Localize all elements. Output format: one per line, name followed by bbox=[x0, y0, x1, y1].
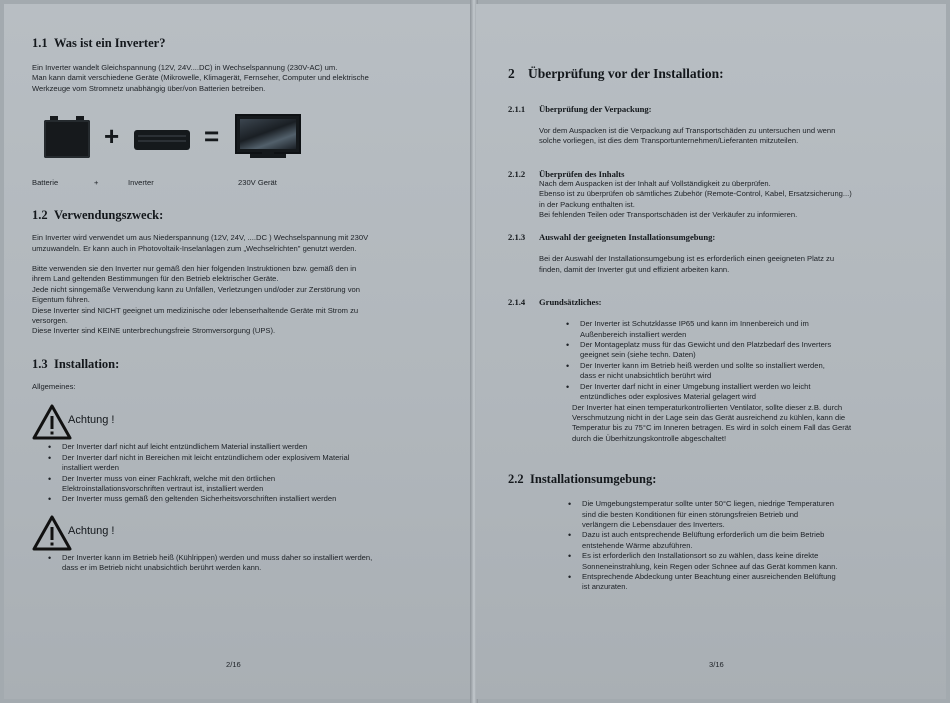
section-1-2-para-1 bbox=[32, 233, 444, 254]
list-item: • Es ist erforderlich den Installationsort so zu wählen, dass keine direkte Sonneneinstrahlung, kein Regen oder Schnee auf das Gerät kommen kann. bbox=[582, 551, 918, 572]
left-page bbox=[4, 4, 472, 699]
section-title: Überprüfen des Inhalts bbox=[539, 168, 625, 179]
section-2-1-1-heading bbox=[508, 104, 918, 114]
text-line: Diese Inverter sind NICHT geeignet um medizinische oder lebenserhaltende Geräte mit Strom zu bbox=[32, 305, 359, 315]
section-number: 2.1.4 bbox=[508, 297, 526, 308]
section-1-1-heading bbox=[32, 36, 444, 51]
section-1-2-para-2 bbox=[32, 264, 444, 337]
section-title: Verwendungszweck: bbox=[54, 208, 164, 223]
inverter-diagram bbox=[32, 112, 444, 174]
list-item: • Der Montageplatz muss für das Gewicht und den Platzbedarf des Inverters geeignet sein (siehe techn. Daten) bbox=[580, 340, 918, 361]
equals-sign: = bbox=[204, 121, 220, 152]
section-2-1-4-heading bbox=[508, 297, 918, 307]
section-2-1-3-text: Bei der Auswahl der Installationsumgebung ist es erforderlich einen geeigneten Platz zu finden, damit der Inverter gut und effizient arbeiten kann. bbox=[539, 254, 835, 274]
section-number: 2.2 bbox=[508, 472, 524, 487]
section-1-1-text bbox=[32, 63, 444, 94]
list-item: • Entsprechende Abdeckung unter Beachtung einer ausreichenden Belüftung ist anzuraten. bbox=[582, 572, 918, 593]
list-item: • Der Inverter darf nicht in einer Umgebung installiert werden wo leicht entzündliches oder explosives Material gelagert wird bbox=[580, 382, 918, 403]
warning-list-1 bbox=[32, 442, 444, 504]
section-2-heading bbox=[508, 66, 918, 82]
section-2-1-2-heading bbox=[508, 169, 918, 179]
section-2-1-1-text: Vor dem Auspacken ist die Verpackung auf Transportschäden zu untersuchen und wenn solche vorliegen, ist dies dem Transportunternehmen/Lieferanten mitzuteilen. bbox=[539, 126, 836, 146]
text-line: versorgen. bbox=[32, 316, 68, 326]
section-title: Was ist ein Inverter? bbox=[54, 36, 166, 50]
warning-triangle-icon bbox=[32, 515, 72, 551]
list-item: • Der Inverter darf nicht in Bereichen mit leicht entzündlichem oder explosivem Material installiert werden bbox=[62, 453, 444, 474]
section-2-1-4-note: Der Inverter hat einen temperaturkontrollierten Ventilator, sollte dieser z.B. durch Verschmutzung nicht in der Lage sein das Gerät ausreichend zu kühlen, kann die Temperatur bis zu 75°C im Inneren betragen. Es wird in solch einem Fall das Gerät durch die Überhitzungskontrolle abgeschaltet! bbox=[572, 402, 852, 443]
section-title: Überprüfung vor der Installation: bbox=[528, 66, 724, 81]
text-line: Bitte verwenden sie den Inverter nur gemäß den hier folgenden Instruktionen bzw. gemäß den in bbox=[32, 264, 357, 274]
list-item: • Der Inverter ist Schutzklasse IP65 und kann im Innenbereich und im Außenbereich installiert werden bbox=[580, 319, 918, 340]
list-item: • Der Inverter muss gemäß den geltenden Sicherheitsvorschriften installiert werden bbox=[62, 494, 444, 504]
page-number: 3/16 bbox=[709, 660, 724, 669]
plus-sign: + bbox=[104, 121, 120, 152]
section-number: 1.2 bbox=[32, 208, 48, 223]
text-line: Werkzeuge vom Stromnetz unabhängig über/von Batterien betreiben. bbox=[32, 83, 266, 93]
text-line: Ein Inverter wandelt Gleichspannung (12V, 24V....DC) in Wechselspannung (230V-AC) um. bbox=[32, 63, 338, 72]
section-2-1-2-text: Nach dem Auspacken ist der Inhalt auf Vollständigkeit zu überprüfen. Ebenso ist zu überprüfen ob sämtliches Zubehör (Remote-Control, Kabel, Ersatzsicherung...) in der Packung enthalten ist. Bei fehlenden Teilen oder Transportschäden ist der Verkäufer zu informieren. bbox=[539, 178, 852, 220]
text-line: Man kann damit verschiedene Geräte (Mikrowelle, Klimagerät, Fernseher, Computer und elektrische bbox=[32, 73, 369, 83]
section-number: 1.1 bbox=[32, 36, 48, 50]
list-item: • Der Inverter muss von einer Fachkraft, welche mit den örtlichen Elektroinstallationsvorschriften vertraut ist, installiert werden bbox=[62, 474, 444, 495]
list-item: • Die Umgebungstemperatur sollte unter 50°C liegen, niedrige Temperaturen sind die besten Konditionen für einen störungsfreien Betrieb und verlängern die Lebensdauer des Inverters. bbox=[582, 499, 918, 530]
warning-list-2 bbox=[32, 553, 444, 574]
inverter-icon bbox=[134, 130, 190, 150]
warning-block-1 bbox=[32, 404, 444, 440]
text-line: Jede nicht sinngemäße Verwendung kann zu Unfällen, Verletzungen und/oder zur Zerstörung von bbox=[32, 284, 361, 294]
section-2-2-list bbox=[508, 499, 918, 593]
section-2-1-4-list bbox=[508, 319, 918, 402]
section-number: 1.3 bbox=[32, 356, 48, 371]
right-page bbox=[476, 4, 946, 699]
text-line: Diese Inverter sind KEINE unterbrechungsfreie Stromversorgung (UPS). bbox=[32, 326, 276, 336]
battery-icon bbox=[44, 120, 90, 158]
section-1-2-heading bbox=[32, 208, 444, 223]
general-label: Allgemeines: bbox=[32, 381, 76, 391]
section-title: Grundsätzliches: bbox=[539, 297, 602, 308]
warning-triangle-icon bbox=[32, 404, 72, 440]
list-item: • Der Inverter darf nicht auf leicht entzündlichem Material installiert werden bbox=[62, 442, 444, 452]
tv-icon bbox=[235, 114, 301, 154]
page-number: 2/16 bbox=[226, 660, 241, 669]
section-number: 2.1.2 bbox=[508, 168, 526, 179]
caption-inverter: Inverter bbox=[128, 178, 154, 188]
caption-plus: + bbox=[94, 178, 99, 188]
section-title: Auswahl der geeigneten Installationsumgebung: bbox=[539, 232, 716, 243]
section-number: 2.1.1 bbox=[508, 104, 526, 114]
section-title: Installationsumgebung: bbox=[530, 472, 657, 487]
warning-label: Achtung ! bbox=[68, 524, 115, 537]
text-line: Ein Inverter wird verwendet um aus Niederspannung (12V, 24V, ....DC ) Wechselspannung mit 230V bbox=[32, 233, 369, 243]
list-item: • Der Inverter kann im Betrieb heiß werden und sollte so installiert werden, dass er nicht unabsichtlich berührt wird bbox=[580, 361, 918, 382]
list-item: • Der Inverter kann im Betrieb heiß (Kühlrippen) werden und muss daher so installiert werden, dass er im Betrieb nicht unabsichtlich berührt werden kann. bbox=[62, 553, 444, 574]
tv-stand-base bbox=[250, 154, 286, 158]
section-number: 2 bbox=[508, 66, 515, 81]
text-line: Eigentum führen. bbox=[32, 295, 90, 305]
text-line: umzuwandeln. Er kann auch in Photovoltaik-Inselanlagen zum „Wechselrichten" genutzt werden. bbox=[32, 243, 357, 253]
caption-device: 230V Gerät bbox=[238, 178, 277, 188]
section-2-2-heading bbox=[508, 472, 918, 487]
text-line: ihrem Land geltenden Bestimmungen für den Betrieb elektrischer Geräte. bbox=[32, 274, 279, 284]
section-number: 2.1.3 bbox=[508, 232, 526, 243]
section-2-1-3-heading bbox=[508, 232, 918, 242]
caption-battery: Batterie bbox=[32, 178, 59, 188]
diagram-captions bbox=[32, 178, 444, 192]
list-item: • Dazu ist auch entsprechende Belüftung erforderlich um die beim Betrieb entstehende Wärme abzuführen. bbox=[582, 530, 918, 551]
warning-label: Achtung ! bbox=[68, 414, 115, 427]
section-title: Installation: bbox=[54, 356, 120, 371]
section-1-3-heading bbox=[32, 357, 444, 372]
warning-block-2 bbox=[32, 515, 444, 551]
section-title: Überprüfung der Verpackung: bbox=[539, 104, 652, 114]
